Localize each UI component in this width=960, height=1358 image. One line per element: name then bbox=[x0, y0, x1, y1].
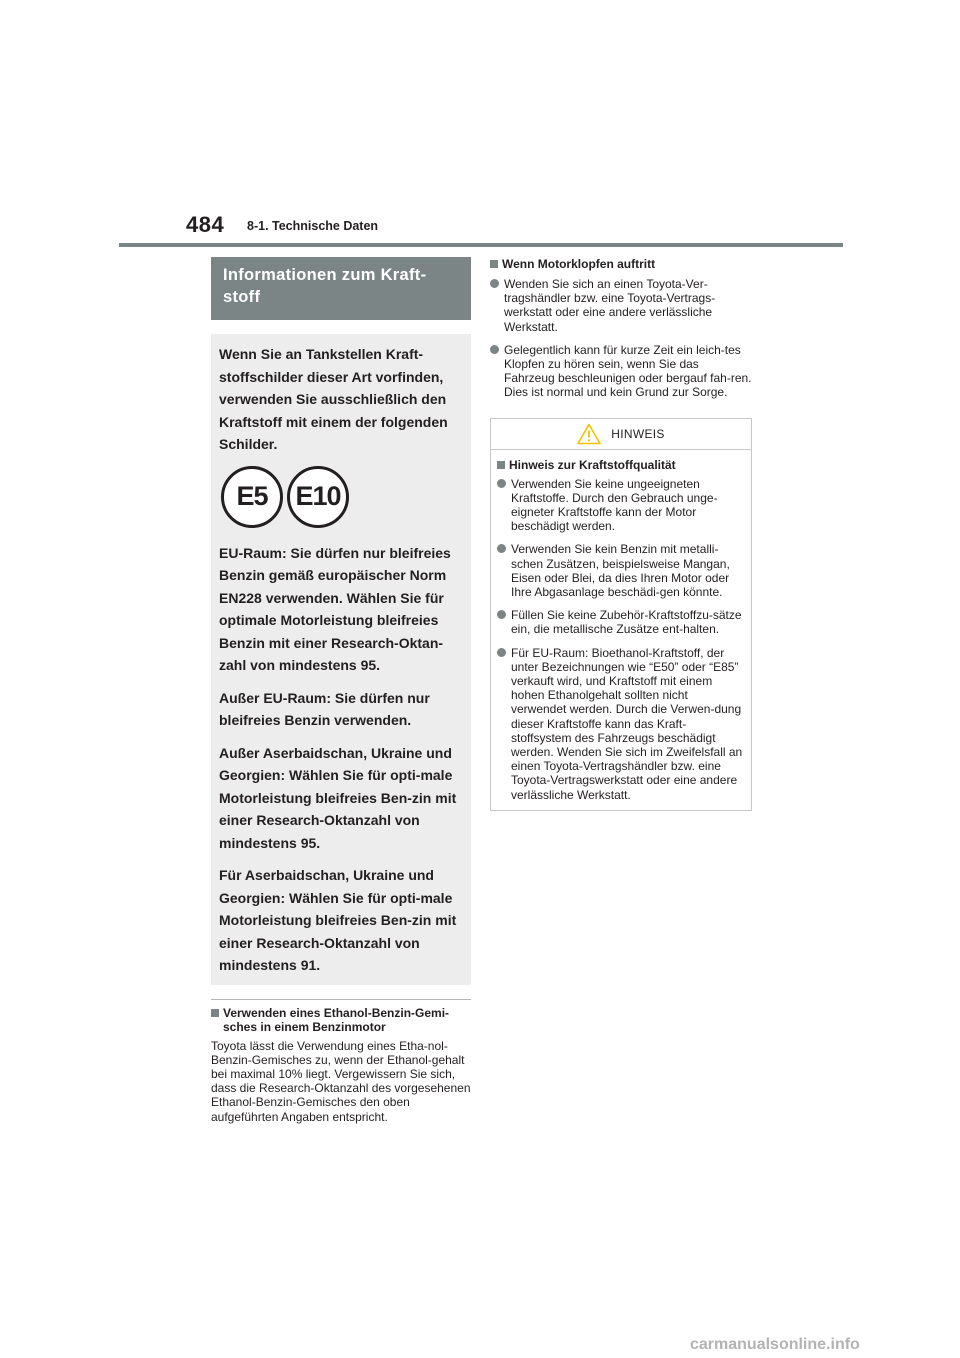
fuel-sign-e10: E10 bbox=[287, 466, 349, 528]
az-fuel-text: Für Aserbaidschan, Ukraine und Georgien: Wählen Sie für opti-male Motorleistung bleifreies Ben-zin mit einer Research-Oktanzahl von mindestens 91. bbox=[219, 867, 457, 973]
ethanol-heading bbox=[211, 1006, 471, 1034]
page-number: 484 bbox=[186, 212, 225, 237]
circle-bullet-icon bbox=[490, 345, 499, 354]
circle-bullet-icon bbox=[497, 610, 506, 619]
list-item bbox=[497, 608, 745, 636]
knock-heading-text: Wenn Motorklopfen auftritt bbox=[502, 257, 656, 271]
list-item-text: Für EU-Raum: Bioethanol-Kraftstoff, der unter Bezeichnungen wie “E50” oder “E85” verkauft wird, und Kraftstoff mit einem hohen Ethanolgehalt sollten nicht verwendet werden. Durch die Verwen-dung dieser Kraftstoffe kann das Kraft-stoffsystem des Fahrzeugs beschädigt werden. Wenden Sie sich im Zweifelsfall an einen Toyota-Vertragshändler bzw. eine Toyota-Vertragswerkstatt oder eine andere verlässliche Werkstatt. bbox=[511, 645, 743, 802]
list-item bbox=[490, 277, 752, 334]
circle-bullet-icon bbox=[497, 544, 506, 553]
list-item-text: Verwenden Sie kein Benzin mit metalli-schen Zusätzen, beispielsweise Mangan, Eisen oder Blei, da dies Ihren Motor oder Ihre Abgasanlage beschädi-gen könnte. bbox=[511, 542, 730, 600]
ethanol-heading-text: Verwenden eines Ethanol-Benzin-Gemi-sches in einem Benzinmotor bbox=[223, 1005, 450, 1034]
ethanol-text: Toyota lässt die Verwendung eines Etha-nol-Benzin-Gemisches zu, wenn der Ethanol-gehalt bei maximal 10% liegt. Vergewissern Sie sich, dass die Research-Oktanzahl des vorgesehenen Ethanol-Benzin-Gemisches den oben aufgeführten Angaben entspricht. bbox=[211, 1038, 471, 1124]
circle-bullet-icon bbox=[497, 479, 506, 488]
notice-heading-text: Hinweis zur Kraftstoffqualität bbox=[509, 457, 676, 472]
right-column bbox=[490, 257, 752, 811]
list-item bbox=[497, 477, 745, 534]
notice-label: HINWEIS bbox=[611, 426, 665, 441]
section-divider bbox=[211, 999, 471, 1000]
section-title: 8-1. Technische Daten bbox=[247, 219, 379, 233]
non-az-fuel-text: Außer Aserbaidschan, Ukraine und Georgien: Wählen Sie für opti-male Motorleistung bleifreies Ben-zin mit einer Research-Oktanzahl von mindestens 95. bbox=[219, 744, 457, 851]
fuel-intro-text: Wenn Sie an Tankstellen Kraft-stoffschilder dieser Art vorfinden, verwenden Sie ausschließlich den Kraftstoff mit einem der folgenden Schilder. bbox=[219, 346, 448, 452]
list-item bbox=[497, 542, 745, 599]
circle-bullet-icon bbox=[490, 279, 499, 288]
list-item bbox=[497, 646, 745, 802]
square-bullet-icon bbox=[211, 1009, 219, 1017]
list-item-text: Verwenden Sie keine ungeeigneten Kraftstoffe. Durch den Gebrauch unge-eigneter Kraftstoffe kann der Motor beschädigt werden. bbox=[511, 476, 718, 534]
fuel-info-box bbox=[211, 334, 471, 985]
list-item-text: Gelegentlich kann für kurze Zeit ein leich-tes Klopfen zu hören sein, wenn Sie das Fahrzeug beschleunigen oder bergauf fah-ren. Dies ist normal und kein Grund zur Sorge. bbox=[504, 342, 752, 400]
list-item-text: Füllen Sie keine Zubehör-Kraftstoffzu-sätze ein, die metallische Zusätze ent-halten. bbox=[511, 608, 742, 637]
list-item-text: Wenden Sie sich an einen Toyota-Ver-tragshändler bzw. eine Toyota-Vertrags-werkstatt oder eine andere verlässliche Werkstatt. bbox=[504, 277, 716, 334]
eu-fuel-text: EU-Raum: Sie dürfen nur bleifreies Benzin gemäß europäischer Norm EN228 verwenden. Wählen Sie für optimale Motorleistung bleifreies Benzin mit einer Research-Oktan-zahl von mindestens 95. bbox=[219, 544, 451, 673]
notice-box bbox=[490, 418, 752, 811]
notice-header bbox=[491, 419, 751, 450]
watermark: carmanualsonline.info bbox=[690, 1336, 860, 1353]
circle-bullet-icon bbox=[497, 648, 506, 657]
left-column bbox=[211, 257, 471, 1124]
fuel-signs bbox=[221, 466, 463, 528]
knock-heading bbox=[490, 257, 752, 271]
info-title-box: Informationen zum Kraft-stoff bbox=[211, 257, 471, 320]
list-item bbox=[490, 343, 752, 400]
fuel-sign-e5: E5 bbox=[221, 466, 283, 528]
warning-triangle-icon bbox=[577, 423, 601, 445]
header-divider bbox=[119, 243, 843, 247]
square-bullet-icon bbox=[490, 260, 498, 268]
notice-heading bbox=[497, 458, 745, 472]
square-bullet-icon bbox=[497, 461, 505, 469]
non-eu-fuel-text: Außer EU-Raum: Sie dürfen nur bleifreies Benzin verwenden. bbox=[219, 689, 430, 728]
